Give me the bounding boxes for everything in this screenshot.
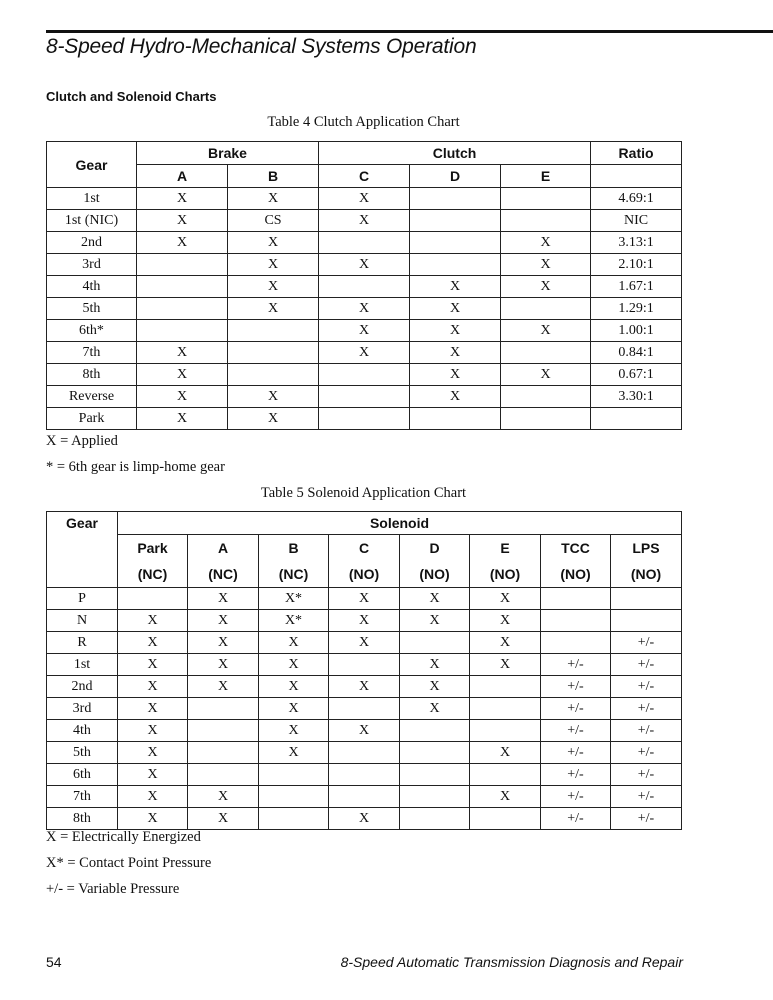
solenoid-table-cell: X: [329, 676, 400, 698]
solenoid-table-cell: [611, 588, 682, 610]
solenoid-table-cell: X*: [259, 610, 329, 632]
gear-cell: N: [47, 610, 118, 632]
clutch-table-cell: X: [228, 232, 319, 254]
clutch-table-cell: 1.67:1: [591, 276, 682, 298]
table4-note-limp-home: * = 6th gear is limp-home gear: [46, 459, 225, 475]
solenoid-table-cell: +/-: [541, 676, 611, 698]
solenoid-sub-header: [329, 535, 400, 588]
clutch-table-row: [47, 386, 682, 408]
solenoid-application-table: [46, 511, 682, 830]
clutch-table-cell: [137, 276, 228, 298]
solenoid-table-cell: X: [118, 676, 188, 698]
clutch-table-cell: [591, 408, 682, 430]
solenoid-table-cell: +/-: [541, 808, 611, 830]
solenoid-table-cell: +/-: [541, 786, 611, 808]
solenoid-sub-headers: [47, 535, 682, 588]
solenoid-table-cell: X: [470, 588, 541, 610]
solenoid-table-row: [47, 698, 682, 720]
solenoid-table-cell: [470, 808, 541, 830]
clutch-header: Clutch: [319, 142, 591, 165]
solenoid-table-cell: X: [118, 720, 188, 742]
clutch-table-cell: [501, 386, 591, 408]
clutch-table-cell: X: [410, 342, 501, 364]
solenoid-table-cell: [188, 720, 259, 742]
clutch-table-cell: X: [319, 298, 410, 320]
solenoid-table-cell: X: [400, 588, 470, 610]
table5-note-contact-pressure: X* = Contact Point Pressure: [46, 855, 212, 871]
clutch-table-cell: X: [228, 276, 319, 298]
clutch-table-row: [47, 408, 682, 430]
clutch-table-cell: X: [501, 254, 591, 276]
solenoid-type: (NC): [137, 566, 168, 582]
solenoid-table-cell: [329, 764, 400, 786]
clutch-table-cell: [410, 254, 501, 276]
clutch-table-cell: [319, 232, 410, 254]
solenoid-table-cell: +/-: [611, 808, 682, 830]
solenoid-name: D: [429, 540, 440, 556]
solenoid-table-cell: [329, 786, 400, 808]
solenoid-name: TCC: [561, 540, 590, 556]
solenoid-table-cell: X: [259, 632, 329, 654]
clutch-table-cell: 2.10:1: [591, 254, 682, 276]
solenoid-table-cell: [400, 742, 470, 764]
clutch-table-cell: X: [319, 188, 410, 210]
solenoid-sub-header: [400, 535, 470, 588]
solenoid-type: (NO): [348, 566, 380, 582]
clutch-table-cell: [319, 386, 410, 408]
gear-cell: 7th: [47, 786, 118, 808]
gear-cell: 7th: [47, 342, 137, 364]
clutch-table-cell: 1.29:1: [591, 298, 682, 320]
section-heading: Clutch and Solenoid Charts: [46, 89, 217, 104]
clutch-table-cell: X: [228, 254, 319, 276]
clutch-table-row: [47, 188, 682, 210]
clutch-table-cell: [319, 364, 410, 386]
solenoid-table-cell: +/-: [611, 742, 682, 764]
clutch-table-cell: [137, 254, 228, 276]
clutch-table-cell: [319, 408, 410, 430]
gear-cell: 3rd: [47, 254, 137, 276]
solenoid-table-cell: X: [470, 654, 541, 676]
clutch-table-cell: [501, 408, 591, 430]
clutch-table-cell: X: [501, 276, 591, 298]
clutch-table-cell: X: [410, 364, 501, 386]
clutch-table-cell: [501, 342, 591, 364]
clutch-table-cell: X: [137, 364, 228, 386]
gear-cell: 1st (NIC): [47, 210, 137, 232]
solenoid-sub-header: [118, 535, 188, 588]
table4-note-applied: X = Applied: [46, 433, 118, 449]
sub-header-e: E: [501, 165, 591, 188]
clutch-table-cell: [410, 210, 501, 232]
solenoid-table-cell: +/-: [541, 764, 611, 786]
solenoid-table-cell: [611, 610, 682, 632]
gear-cell: 4th: [47, 720, 118, 742]
ratio-header: Ratio: [591, 142, 682, 165]
solenoid-table-cell: [470, 764, 541, 786]
footer-book-title: 8-Speed Automatic Transmission Diagnosis and Repair: [340, 954, 683, 970]
solenoid-type: (NC): [278, 566, 309, 582]
solenoid-table-cell: [188, 742, 259, 764]
solenoid-table-row: [47, 654, 682, 676]
clutch-table-cell: [410, 232, 501, 254]
solenoid-name: B: [288, 540, 299, 556]
gear-cell: 1st: [47, 188, 137, 210]
solenoid-table-cell: [400, 764, 470, 786]
gear-cell: Park: [47, 408, 137, 430]
solenoid-table-cell: +/-: [611, 698, 682, 720]
solenoid-table-cell: [541, 588, 611, 610]
solenoid-table-cell: X: [329, 808, 400, 830]
clutch-table-cell: [501, 210, 591, 232]
solenoid-sub-header: [470, 535, 541, 588]
table5-caption: Table 5 Solenoid Application Chart: [260, 485, 467, 501]
page-title: 8-Speed Hydro-Mechanical Systems Operation: [46, 35, 477, 58]
solenoid-table-cell: X: [329, 588, 400, 610]
clutch-table-cell: [410, 408, 501, 430]
solenoid-table-cell: X: [470, 742, 541, 764]
gear-cell: 5th: [47, 742, 118, 764]
solenoid-sub-header: [611, 535, 682, 588]
solenoid-table-cell: [259, 808, 329, 830]
solenoid-table-cell: +/-: [611, 654, 682, 676]
clutch-table-cell: X: [501, 364, 591, 386]
clutch-table-cell: 3.13:1: [591, 232, 682, 254]
gear-cell: 8th: [47, 364, 137, 386]
solenoid-table-cell: X: [118, 610, 188, 632]
clutch-table-cell: X: [319, 254, 410, 276]
solenoid-table-cell: [400, 786, 470, 808]
solenoid-name: A: [217, 540, 229, 556]
sub-header-d: D: [410, 165, 501, 188]
clutch-table-cell: X: [410, 386, 501, 408]
sub-header-c: C: [319, 165, 410, 188]
clutch-table-cell: [228, 320, 319, 342]
solenoid-table-cell: +/-: [611, 632, 682, 654]
gear-cell: P: [47, 588, 118, 610]
clutch-table-cell: X: [228, 408, 319, 430]
solenoid-table-cell: X: [259, 698, 329, 720]
solenoid-table-cell: X: [188, 786, 259, 808]
solenoid-table-row: [47, 742, 682, 764]
solenoid-table-cell: [400, 808, 470, 830]
solenoid-name: LPS: [632, 540, 660, 556]
solenoid-table-cell: X: [329, 720, 400, 742]
solenoid-table-cell: X: [188, 632, 259, 654]
clutch-table-cell: NIC: [591, 210, 682, 232]
clutch-table-row: [47, 298, 682, 320]
solenoid-sub-header: [188, 535, 259, 588]
solenoid-sub-header: [259, 535, 329, 588]
sub-header-a: A: [137, 165, 228, 188]
solenoid-table-cell: [259, 786, 329, 808]
solenoid-table-cell: +/-: [541, 742, 611, 764]
clutch-table-cell: X: [410, 298, 501, 320]
solenoid-table-cell: X: [259, 742, 329, 764]
solenoid-table-cell: X: [118, 742, 188, 764]
solenoid-name: C: [358, 540, 370, 556]
clutch-table-cell: CS: [228, 210, 319, 232]
solenoid-table-cell: [188, 764, 259, 786]
solenoid-table-cell: +/-: [611, 764, 682, 786]
solenoid-table-cell: [188, 698, 259, 720]
solenoid-table-cell: +/-: [541, 720, 611, 742]
gear-cell: 4th: [47, 276, 137, 298]
clutch-table-cell: 0.84:1: [591, 342, 682, 364]
solenoid-type: (NO): [419, 566, 450, 582]
clutch-table-cell: [137, 298, 228, 320]
solenoid-table-cell: X: [118, 786, 188, 808]
solenoid-table-cell: [470, 698, 541, 720]
clutch-table-row: [47, 320, 682, 342]
gear-cell: 2nd: [47, 232, 137, 254]
solenoid-table-cell: [470, 676, 541, 698]
clutch-table-cell: X: [137, 210, 228, 232]
solenoid-sub-header: [541, 535, 611, 588]
ratio-subheader-blank: [591, 165, 682, 188]
gear-cell: R: [47, 632, 118, 654]
solenoid-table-cell: +/-: [541, 654, 611, 676]
clutch-table-cell: X: [410, 320, 501, 342]
solenoid-table-cell: X: [400, 610, 470, 632]
clutch-table-cell: X: [319, 342, 410, 364]
table5-note-variable-pressure: +/- = Variable Pressure: [46, 881, 180, 897]
solenoid-table-cell: +/-: [541, 698, 611, 720]
solenoid-table-cell: X: [470, 786, 541, 808]
solenoid-table-cell: [470, 720, 541, 742]
solenoid-gear-header: Gear: [47, 512, 118, 588]
clutch-table-cell: 0.67:1: [591, 364, 682, 386]
solenoid-table-cell: [400, 632, 470, 654]
clutch-table-cell: X: [137, 232, 228, 254]
clutch-table-cell: X: [501, 320, 591, 342]
solenoid-type: (NO): [560, 566, 591, 582]
clutch-table-cell: 3.30:1: [591, 386, 682, 408]
clutch-table-cell: [501, 188, 591, 210]
solenoid-table-cell: X: [329, 610, 400, 632]
solenoid-table-body: [47, 588, 682, 830]
solenoid-table-cell: [329, 654, 400, 676]
solenoid-table-cell: X: [470, 632, 541, 654]
solenoid-table-cell: [541, 610, 611, 632]
gear-cell: 2nd: [47, 676, 118, 698]
clutch-table-cell: X: [501, 232, 591, 254]
clutch-table-cell: X: [228, 298, 319, 320]
solenoid-table-cell: +/-: [611, 676, 682, 698]
solenoid-name: Park: [137, 540, 168, 556]
solenoid-table-cell: X: [259, 720, 329, 742]
solenoid-table-cell: X: [188, 588, 259, 610]
solenoid-table-cell: X: [259, 676, 329, 698]
clutch-table-cell: X: [137, 386, 228, 408]
clutch-table-cell: [319, 276, 410, 298]
solenoid-table-cell: X: [259, 654, 329, 676]
solenoid-table-cell: X: [188, 654, 259, 676]
clutch-application-table: [46, 141, 682, 430]
solenoid-table-row: [47, 676, 682, 698]
gear-cell: 6th*: [47, 320, 137, 342]
solenoid-table-row: [47, 808, 682, 830]
solenoid-table-cell: X: [470, 610, 541, 632]
solenoid-table-cell: X: [188, 808, 259, 830]
solenoid-table-cell: X: [118, 698, 188, 720]
clutch-table-row: [47, 276, 682, 298]
solenoid-table-cell: X: [400, 698, 470, 720]
solenoid-table-cell: [118, 588, 188, 610]
solenoid-table-cell: X: [188, 676, 259, 698]
clutch-table-cell: 4.69:1: [591, 188, 682, 210]
page-number: 54: [46, 954, 62, 970]
solenoid-table-cell: X: [400, 676, 470, 698]
solenoid-table-cell: [329, 698, 400, 720]
solenoid-type: (NO): [630, 566, 662, 582]
clutch-table-cell: X: [137, 342, 228, 364]
solenoid-table-row: [47, 632, 682, 654]
solenoid-table-cell: X: [118, 632, 188, 654]
clutch-table-cell: 1.00:1: [591, 320, 682, 342]
clutch-table-body: [47, 188, 682, 430]
clutch-table-cell: X: [410, 276, 501, 298]
clutch-table-cell: X: [137, 408, 228, 430]
solenoid-table-row: [47, 786, 682, 808]
page-header: [46, 30, 773, 69]
clutch-table-cell: [228, 364, 319, 386]
table4-caption: Table 4 Clutch Application Chart: [267, 114, 460, 130]
solenoid-name: E: [500, 540, 510, 556]
solenoid-type: (NO): [489, 566, 521, 582]
solenoid-table-cell: X: [118, 764, 188, 786]
solenoid-table-row: [47, 610, 682, 632]
solenoid-table-cell: +/-: [611, 786, 682, 808]
solenoid-table-cell: [329, 742, 400, 764]
clutch-table-row: [47, 254, 682, 276]
clutch-table-cell: [228, 342, 319, 364]
clutch-table-cell: X: [228, 386, 319, 408]
clutch-table-row: [47, 364, 682, 386]
clutch-table-cell: [410, 188, 501, 210]
clutch-table-cell: X: [228, 188, 319, 210]
clutch-table-row: [47, 342, 682, 364]
sub-header-b: B: [228, 165, 319, 188]
clutch-table-cell: [501, 298, 591, 320]
solenoid-type: (NC): [208, 566, 238, 582]
gear-cell: 1st: [47, 654, 118, 676]
solenoid-table-cell: [541, 632, 611, 654]
solenoid-table-cell: X: [118, 654, 188, 676]
solenoid-table-cell: X: [329, 632, 400, 654]
solenoid-table-cell: X: [118, 808, 188, 830]
gear-header: Gear: [47, 142, 137, 188]
clutch-table-cell: [137, 320, 228, 342]
solenoid-table-row: [47, 720, 682, 742]
solenoid-table-cell: [400, 720, 470, 742]
solenoid-table-cell: [259, 764, 329, 786]
gear-cell: 3rd: [47, 698, 118, 720]
clutch-table-cell: X: [137, 188, 228, 210]
clutch-table-row: [47, 232, 682, 254]
solenoid-header: Solenoid: [118, 512, 682, 535]
clutch-table-cell: X: [319, 210, 410, 232]
solenoid-table-cell: +/-: [611, 720, 682, 742]
brake-header: Brake: [137, 142, 319, 165]
gear-cell: Reverse: [47, 386, 137, 408]
gear-cell: 6th: [47, 764, 118, 786]
solenoid-table-row: [47, 588, 682, 610]
gear-cell: 5th: [47, 298, 137, 320]
solenoid-table-cell: X*: [259, 588, 329, 610]
solenoid-table-cell: X: [400, 654, 470, 676]
clutch-table-cell: X: [319, 320, 410, 342]
gear-cell: 8th: [47, 808, 118, 830]
solenoid-table-cell: X: [188, 610, 259, 632]
clutch-table-row: [47, 210, 682, 232]
table5-note-energized: X = Electrically Energized: [46, 829, 201, 845]
solenoid-table-row: [47, 764, 682, 786]
